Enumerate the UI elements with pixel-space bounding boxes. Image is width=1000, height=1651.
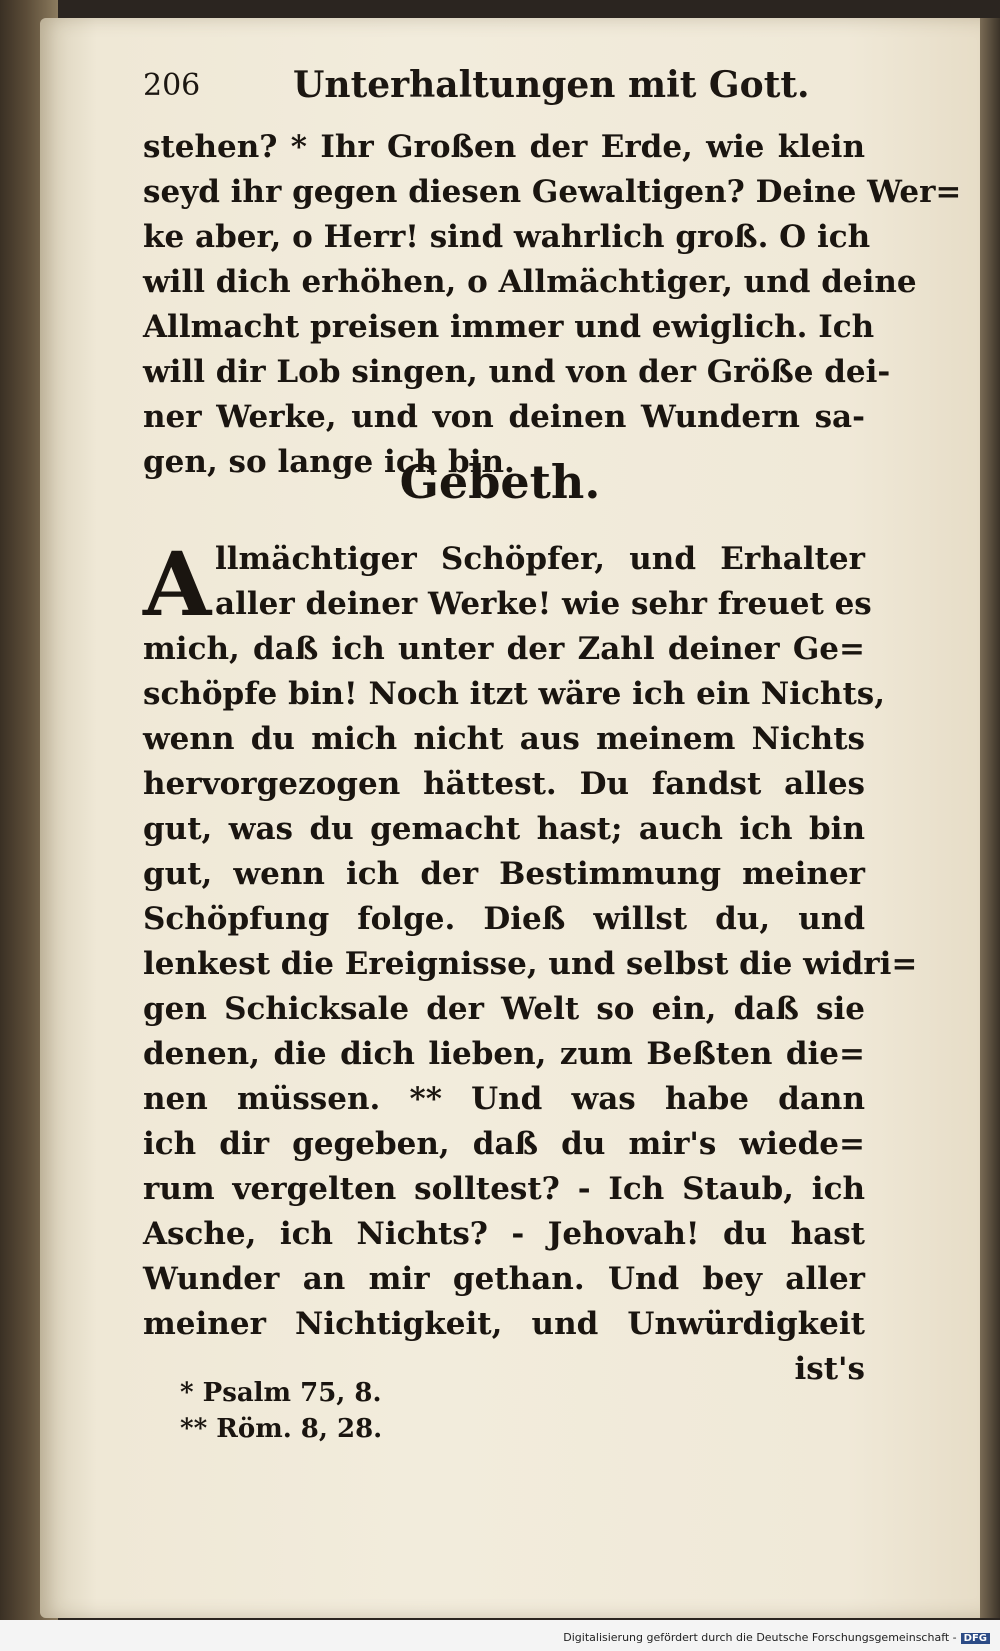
text-line: hervorgezogen hättest. Du fandst alles xyxy=(143,766,865,802)
text-line: nen müssen. ** Und was habe dann xyxy=(143,1081,865,1117)
page-edge xyxy=(980,18,1000,1618)
credit-text: Digitalisierung gefördert durch die Deutsche Forschungsgemeinschaft - xyxy=(563,1631,957,1644)
footnotes xyxy=(180,1375,382,1447)
text-line: lenkest die Ereignisse, und selbst die widri= xyxy=(143,946,918,982)
text-line: will dich erhöhen, o Allmächtiger, und deine xyxy=(143,264,917,300)
text-line: wenn du mich nicht aus meinem Nichts xyxy=(143,721,865,757)
text-line: Schöpfung folge. Dieß willst du, und xyxy=(143,901,865,937)
text-line: ke aber, o Herr! sind wahrlich groß. O ich xyxy=(143,219,871,255)
digitization-credit xyxy=(563,1631,990,1644)
text-line: gen, so lange ich bin. xyxy=(143,444,515,480)
text-line: will dir Lob singen, und von der Größe dei- xyxy=(143,354,891,390)
running-title: Unterhaltungen mit Gott. xyxy=(293,64,810,106)
text-line: ich dir gegeben, daß du mir's wiede= xyxy=(143,1126,865,1162)
drop-cap-initial: A xyxy=(143,532,212,636)
prayer-text xyxy=(143,532,918,1392)
text-block-1 xyxy=(143,125,962,485)
text-line: Allmacht preisen immer und ewiglich. Ich xyxy=(143,309,875,345)
text-line: seyd ihr gegen diesen Gewaltigen? Deine Wer= xyxy=(143,174,962,210)
text-line: Wunder an mir gethan. Und bey aller xyxy=(143,1261,865,1297)
text-line: gen Schicksale der Welt so ein, daß sie xyxy=(143,991,865,1027)
page-header xyxy=(143,64,863,114)
text-line: gut, wenn ich der Bestimmung meiner xyxy=(143,856,865,892)
footnote: ** Röm. 8, 28. xyxy=(180,1414,383,1444)
text-line: gut, was du gemacht hast; auch ich bin xyxy=(143,811,865,847)
text-line: aller deiner Werke! wie sehr freuet es xyxy=(215,586,872,622)
text-line: llmächtiger Schöpfer, und Erhalter xyxy=(215,541,865,577)
footnote: * Psalm 75, 8. xyxy=(180,1378,382,1408)
dfg-logo: DFG xyxy=(961,1633,990,1644)
catchword: ist's xyxy=(794,1351,865,1387)
section-heading: Gebeth. xyxy=(399,455,601,509)
text-line: denen, die dich lieben, zum Beßten die= xyxy=(143,1036,865,1072)
text-line: meiner Nichtigkeit, und Unwürdigkeit xyxy=(143,1306,865,1342)
text-line: Asche, ich Nichts? - Jehovah! du hast xyxy=(143,1216,865,1252)
text-line: rum vergelten solltest? - Ich Staub, ich xyxy=(143,1171,865,1207)
text-line: schöpfe bin! Noch itzt wäre ich ein Nichts, xyxy=(143,676,886,712)
text-line: ner Werke, und von deinen Wundern sa- xyxy=(143,399,865,435)
text-line: stehen? * Ihr Großen der Erde, wie klein xyxy=(143,129,865,165)
page-number: 206 xyxy=(143,68,201,103)
text-line: mich, daß ich unter der Zahl deiner Ge= xyxy=(143,631,865,667)
